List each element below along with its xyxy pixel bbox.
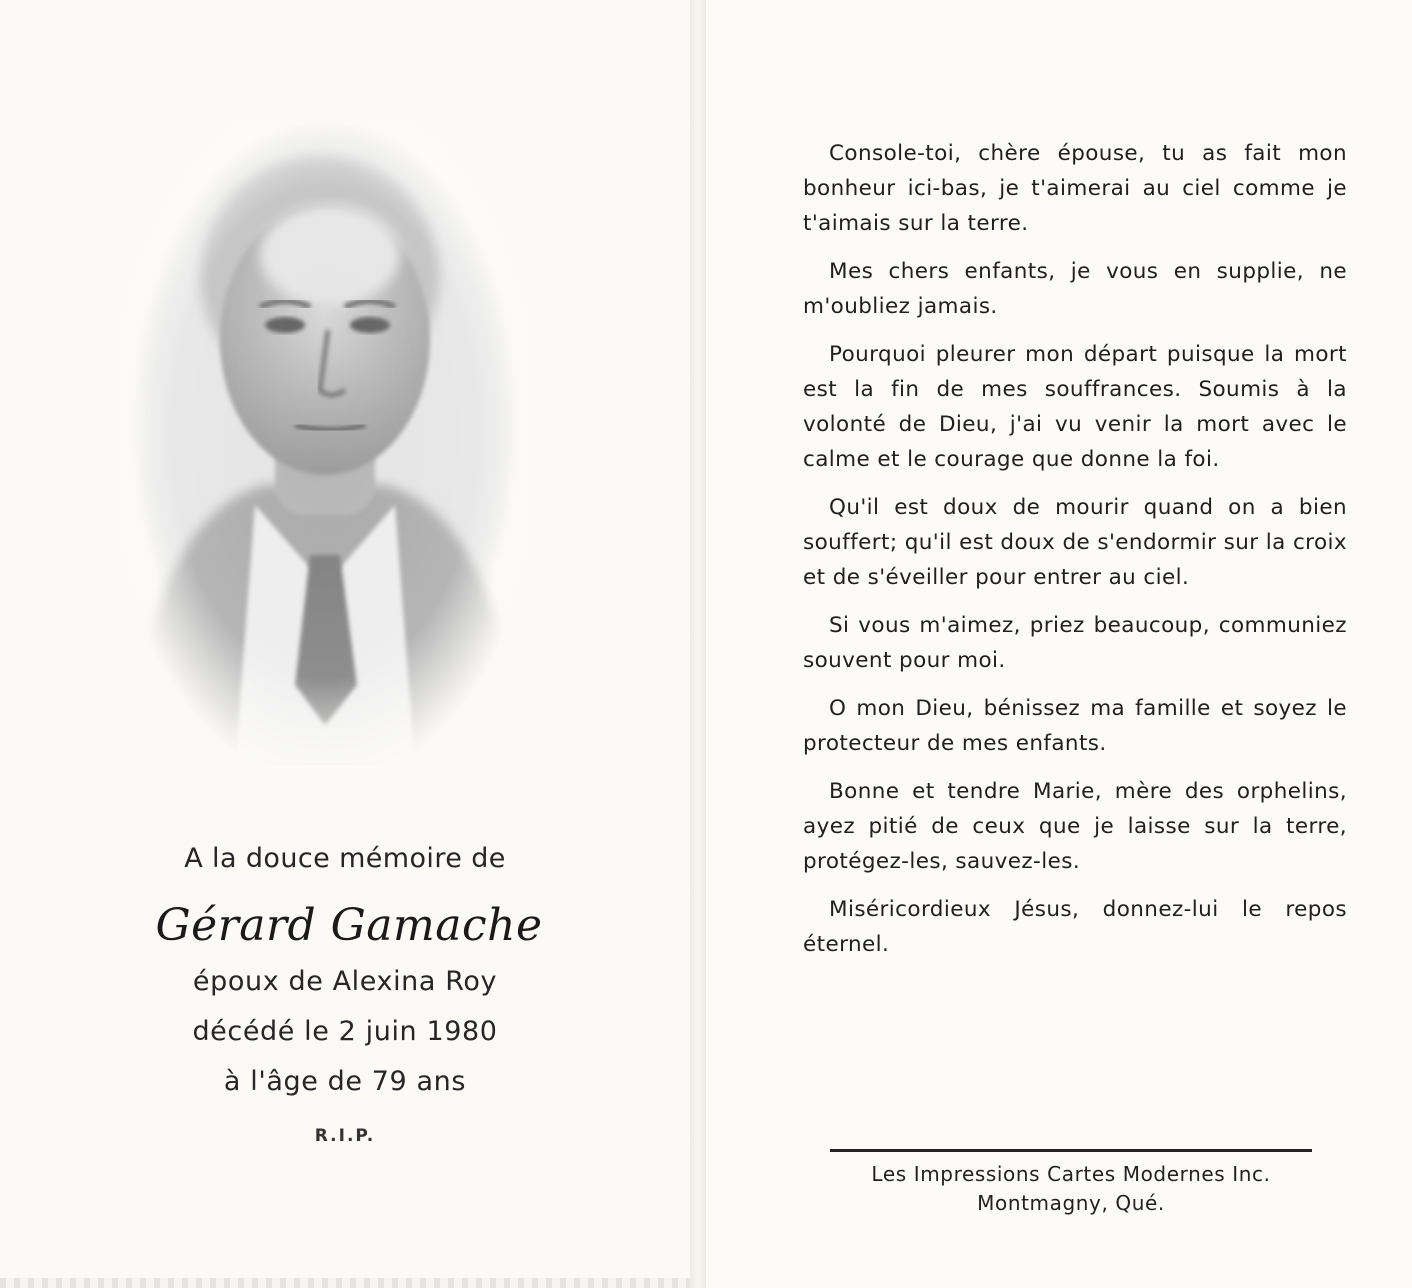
deceased-name: Gérard Gamache <box>155 900 543 951</box>
verse-paragraph: Bonne et tendre Marie, mère des orphelins, ayez pitié de ceux que je laisse sur la terre, protégez-les, sauvez-les. <box>803 779 1347 874</box>
card-bottom-edge <box>0 1278 690 1288</box>
verse-paragraph: Miséricordieux Jésus, donnez-lui le repos éternel. <box>803 897 1347 957</box>
memorial-card-front <box>0 0 690 1288</box>
portrait-photo <box>125 125 525 765</box>
verse-paragraph: O mon Dieu, bénissez ma famille et soyez le protecteur de mes enfants. <box>803 696 1347 756</box>
verse-paragraph: Console-toi, chère épouse, tu as fait mon bonheur ici-bas, je t'aimerai au ciel comme je t'aimais sur la terre. <box>803 141 1347 236</box>
death-date: décédé le 2 juin 1980 <box>192 1016 498 1047</box>
age-at-death: à l'âge de 79 ans <box>223 1066 467 1097</box>
printer-name: Les Impressions Cartes Modernes Inc. <box>871 1162 1271 1186</box>
spouse-line: époux de Alexina Roy <box>192 966 498 997</box>
rip-text: R.I.P. <box>314 1126 376 1146</box>
prayer-verses <box>803 136 1347 975</box>
card-fold <box>690 0 706 1288</box>
verse-paragraph: Pourquoi pleurer mon départ puisque la mort est la fin de mes souffrances. Soumis à la volonté de Dieu, j'ai vu venir la mort avec le calme et le courage que donne la foi. <box>803 342 1347 472</box>
verse-paragraph: Mes chers enfants, je vous en supplie, ne m'oubliez jamais. <box>803 259 1347 319</box>
printer-location: Montmagny, Qué. <box>977 1191 1165 1215</box>
printer-divider <box>830 1149 1312 1152</box>
verse-paragraph: Qu'il est doux de mourir quand on a bien souffert; qu'il est doux de s'endormir sur la croix et de s'éveiller pour entrer au ciel. <box>803 495 1347 590</box>
memorial-intro: A la douce mémoire de <box>184 843 506 874</box>
verse-paragraph: Si vous m'aimez, priez beaucoup, communiez souvent pour moi. <box>803 613 1347 673</box>
printer-credit <box>826 1160 1316 1218</box>
